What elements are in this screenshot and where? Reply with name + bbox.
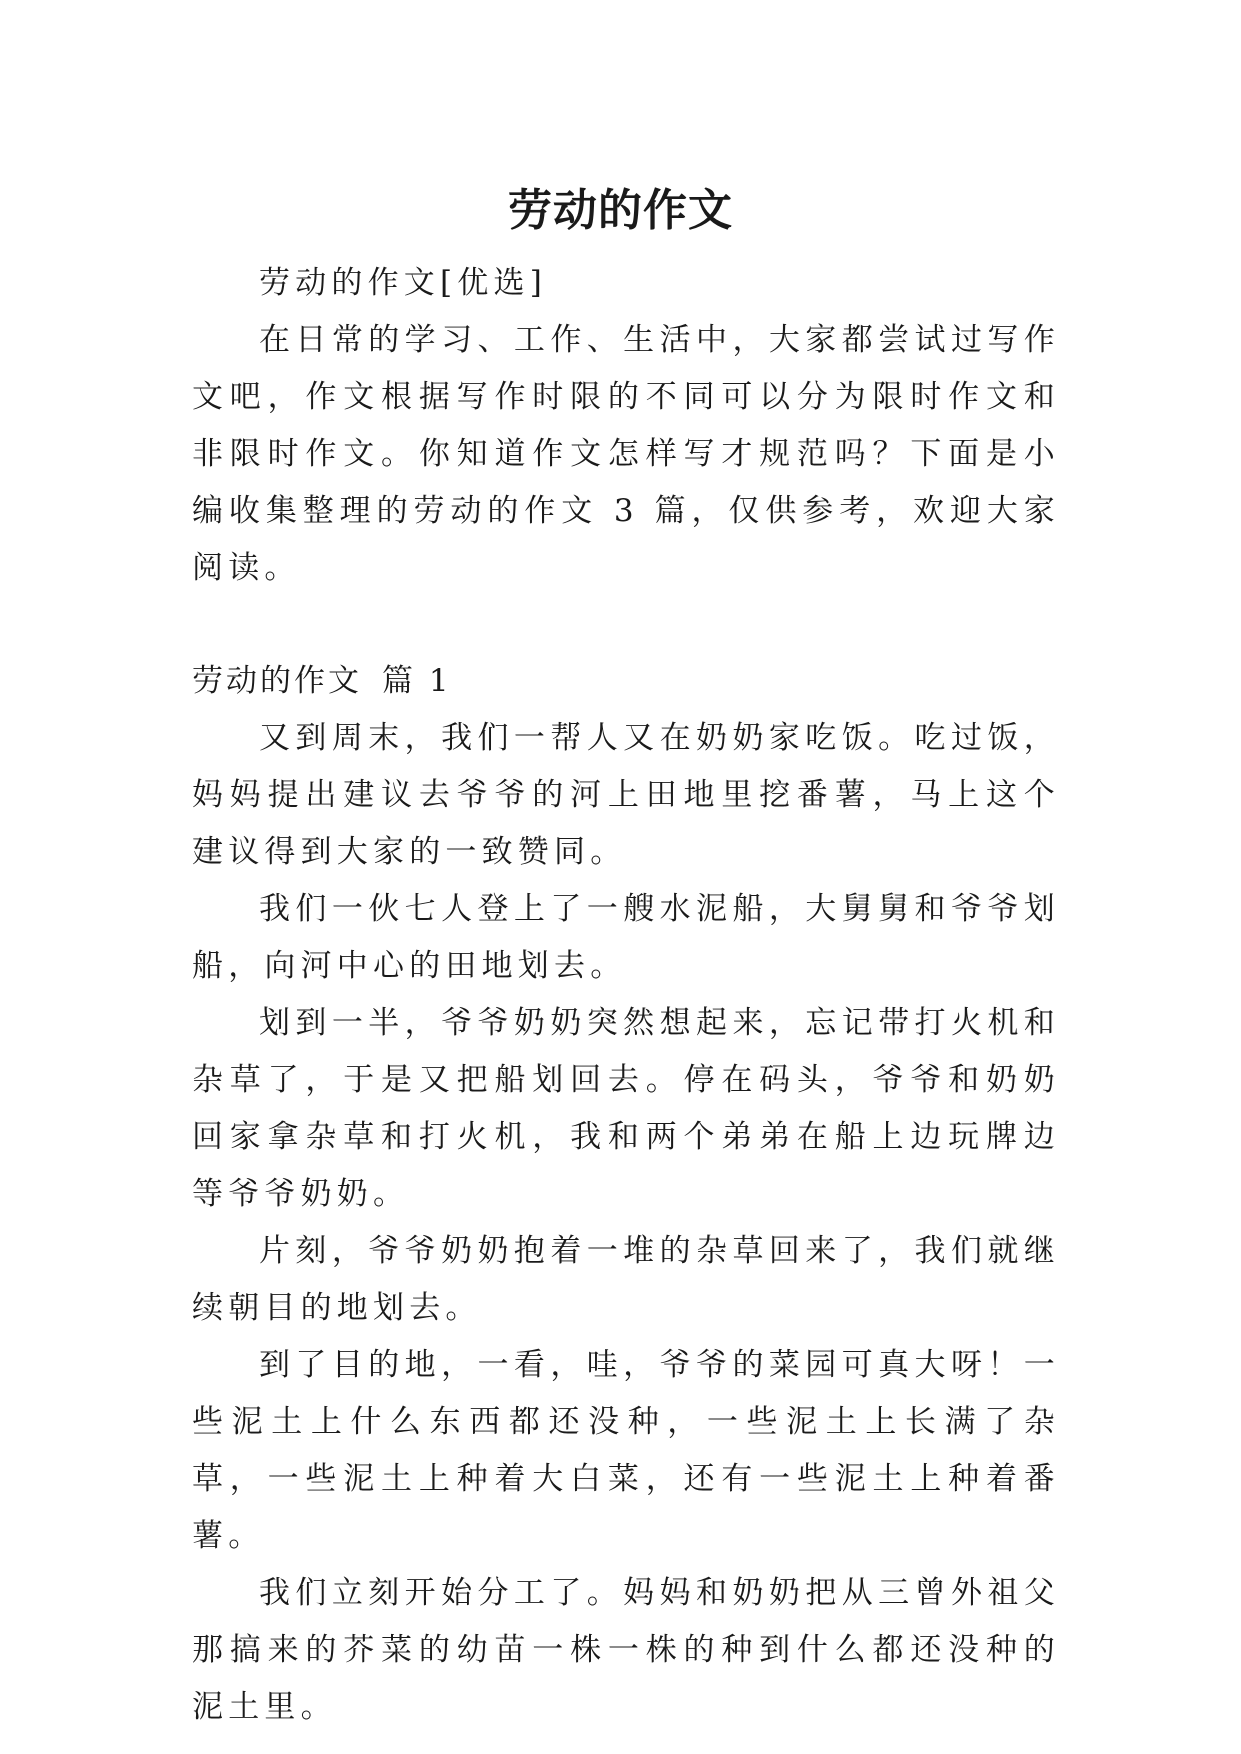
body-paragraph: 我们立刻开始分工了。妈妈和奶奶把从三曾外祖父那搞来的芥菜的幼苗一株一株的种到什么都还没种的泥土里。: [192, 1575, 1060, 1725]
section-heading-main: 劳动的作文: [192, 663, 362, 699]
body-paragraph: 又到周末，我们一帮人又在奶奶家吃饭。吃过饭，妈妈提出建议去爷爷的河上田地里挖番薯，马上这个建议得到大家的一致赞同。: [192, 720, 1060, 870]
body-paragraph: 划到一半，爷爷奶奶突然想起来，忘记带打火机和杂草了，于是又把船划回去。停在码头，爷爷和奶奶回家拿杂草和打火机，我和两个弟弟在船上边玩牌边等爷爷奶奶。: [192, 1005, 1060, 1212]
document-title: 劳动的作文: [508, 185, 733, 237]
intro-paragraph: 在日常的学习、工作、生活中，大家都尝试过写作文吧，作文根据写作时限的不同可以分为限时作文和非限时作文。你知道作文怎样写才规范吗？下面是小编收集整理的劳动的作文 3 篇，仅供参考，欢迎大家阅读。: [192, 322, 1060, 586]
intro-title: 劳动的作文[优选]: [259, 265, 547, 301]
body-paragraph: 到了目的地，一看，哇，爷爷的菜园可真大呀！一些泥土上什么东西都还没种，一些泥土上长满了杂草，一些泥土上种着大白菜，还有一些泥土上种着番薯。: [192, 1347, 1060, 1554]
section-spacer: [192, 597, 1060, 653]
body-paragraph: 我们一伙七人登上了一艘水泥船，大舅舅和爷爷划船，向河中心的田地划去。: [192, 891, 1060, 984]
document-body: [192, 255, 1060, 1736]
body-paragraph: 片刻，爷爷奶奶抱着一堆的杂草回来了，我们就继续朝目的地划去。: [192, 1233, 1060, 1326]
section-heading-number: 篇 1: [382, 663, 452, 699]
section-heading: [192, 653, 1060, 710]
